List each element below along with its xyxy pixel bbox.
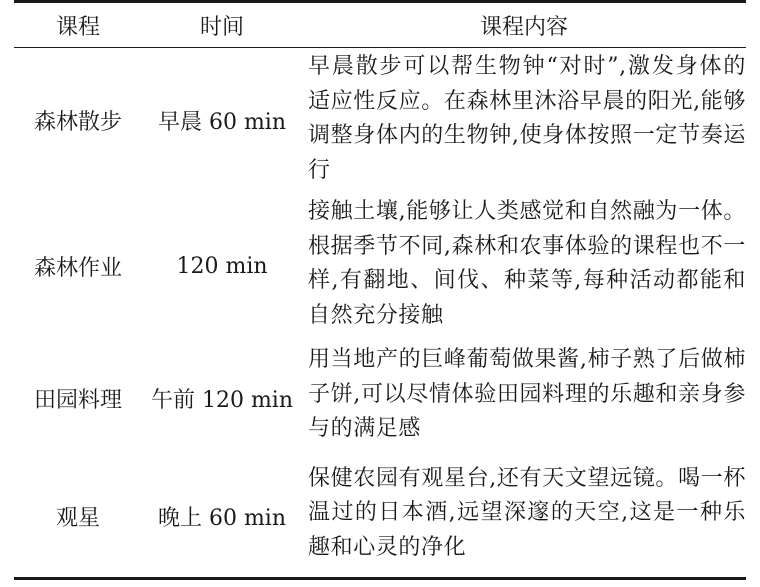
cell-content: 早晨散步可以帮生物钟“对时”,激发身体的适应性反应。在森林里沐浴早晨的阳光,能够调整身体内的生物钟,使身体按照一定节奏运行 — [308, 54, 746, 183]
cell-content: 接触土壤,能够让人类感觉和自然融为一体。根据季节不同,森林和农事体验的课程也不一样,有翻地、间伐、种菜等,每种活动都能和自然充分接触 — [308, 199, 746, 328]
cell-course: 观星 — [55, 505, 100, 531]
cell-content: 用当地产的巨峰葡萄做果酱,柿子熟了后做柿子饼,可以尽情体验田园料理的乐趣和亲身参与的满足感 — [308, 347, 746, 442]
cell-time: 晚上 60 min — [157, 505, 287, 531]
cell-course: 森林散步 — [33, 109, 122, 135]
table-row — [14, 456, 746, 578]
cell-content: 保健农园有观星台,还有天文望远镜。喝一杯温过的日本酒,远望深邃的天空,这是一种乐趣和心灵的净化 — [308, 465, 746, 560]
header-time: 时间 — [199, 14, 244, 40]
header-row — [14, 2, 746, 48]
cell-time: 120 min — [176, 253, 268, 279]
table-body — [14, 48, 746, 579]
course-table-container — [14, 0, 746, 580]
cell-course: 森林作业 — [33, 255, 122, 281]
cell-time: 午前 120 min — [150, 387, 294, 413]
table-header — [14, 2, 746, 48]
course-table — [14, 0, 746, 580]
table-row — [14, 48, 746, 193]
cell-time: 早晨 60 min — [157, 109, 287, 135]
header-course: 课程 — [55, 14, 100, 40]
table-row — [14, 192, 746, 340]
header-content: 课程内容 — [479, 14, 568, 40]
table-row — [14, 340, 746, 456]
cell-course: 田园料理 — [33, 387, 122, 413]
